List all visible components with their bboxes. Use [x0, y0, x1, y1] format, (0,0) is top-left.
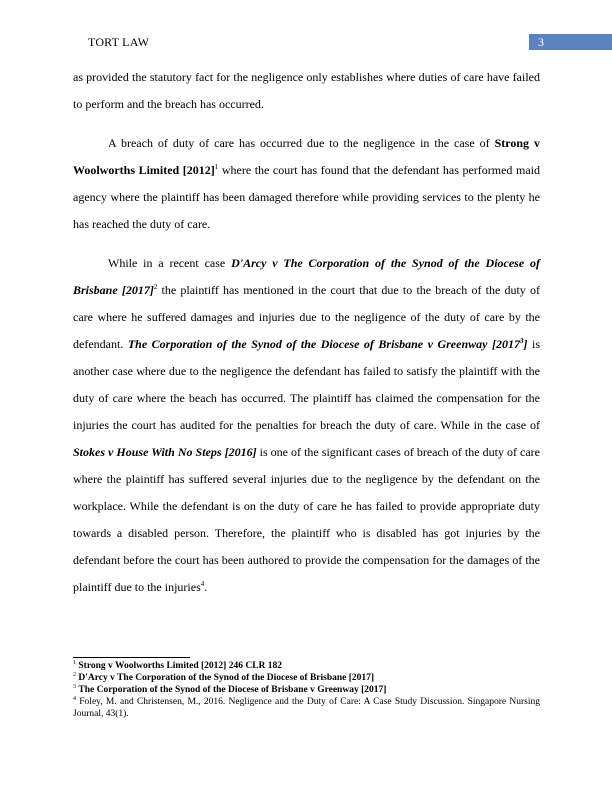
p2-text-1: A breach of duty of care has occurred due to the negligence in the case of: [108, 136, 495, 150]
footnote-1: [73, 660, 540, 672]
p3-text-3: is another case where due to the negligence the defendant has failed to satisfy the plaintiff with the duty of care where the beach has occurred. The plaintiff has claimed the compensation for the injuries the court has audited for the penalties for breach the duty of care. While in the case of: [73, 337, 540, 432]
header-title: TORT LAW: [88, 35, 150, 49]
footnote-4: [73, 696, 540, 720]
footnote-text: Foley, M. and Christensen, M., 2016. Negligence and the Duty of Care: A Case Study Discussion. Singapore Nursing Journal, 43(1).: [73, 697, 541, 719]
footnote-number: 4: [73, 695, 76, 702]
footnote-2: [73, 672, 540, 684]
case-citation-greenway: The Corporation of the Synod of the Diocese of Brisbane v Greenway [2017: [127, 337, 520, 351]
footnote-text: D'Arcy v The Corporation of the Synod of the Diocese of Brisbane [2017]: [78, 673, 375, 683]
footnote-number: 3: [73, 683, 76, 690]
footnote-3: [73, 684, 540, 696]
page-number: 3: [538, 35, 544, 49]
p3-text-1: While in a recent case: [108, 256, 232, 270]
footnote-ref-2[interactable]: 2: [153, 283, 158, 291]
paragraph-1: [73, 64, 540, 118]
footnote-ref-3[interactable]: 3: [519, 337, 524, 345]
footnote-text: The Corporation of the Synod of the Diocese of Brisbane v Greenway [2017]: [78, 685, 387, 695]
footnote-number: 2: [73, 671, 76, 678]
footnote-separator: [73, 657, 190, 658]
paragraph-1-text: as provided the statutory fact for the negligence only establishes where duties of care have failed to perform and the breach has occurred.: [73, 70, 540, 111]
case-citation-greenway-close: ]: [523, 337, 528, 351]
paragraph-2: [73, 130, 540, 238]
p3-text-5: .: [204, 580, 208, 594]
case-citation-strong: Strong v Woolworths Limited [2012]: [73, 136, 540, 177]
paragraph-3: [73, 250, 540, 601]
footnote-ref-4[interactable]: 4: [200, 580, 205, 588]
footnotes: [73, 660, 540, 720]
case-citation-stokes: Stokes v House With No Steps [2016]: [73, 445, 257, 459]
footnote-number: 1: [73, 659, 76, 666]
p3-text-2: the plaintiff has mentioned in the court that due to the breach of the duty of care where he suffered damages and injuries due to the negligence of the duty of care by the defendant.: [73, 283, 540, 351]
case-citation-darcy: D'Arcy v The Corporation of the Synod of the Diocese of Brisbane [2017]: [73, 256, 540, 297]
footnote-ref-1[interactable]: 1: [214, 163, 219, 171]
body-text: [73, 64, 540, 601]
footnote-text: Strong v Woolworths Limited [2012] 246 CLR 182: [78, 661, 283, 671]
p3-text-4: is one of the significant cases of breach of the duty of care where the plaintiff has suffered several injuries due to the negligence by the defendant on the workplace. While the defendant is on the duty of care he has failed to provide appropriate duty towards a disabled person. Therefore, the plaintiff who is disabled has got injuries by the defendant before the court has been authored to provide the compensation for the damages of the plaintiff due to the injuries: [73, 445, 540, 594]
p2-text-2: where the court has found that the defendant has performed maid agency where the plaintiff has been damaged therefore while providing services to the plenty he has reached the duty of care.: [73, 163, 540, 231]
